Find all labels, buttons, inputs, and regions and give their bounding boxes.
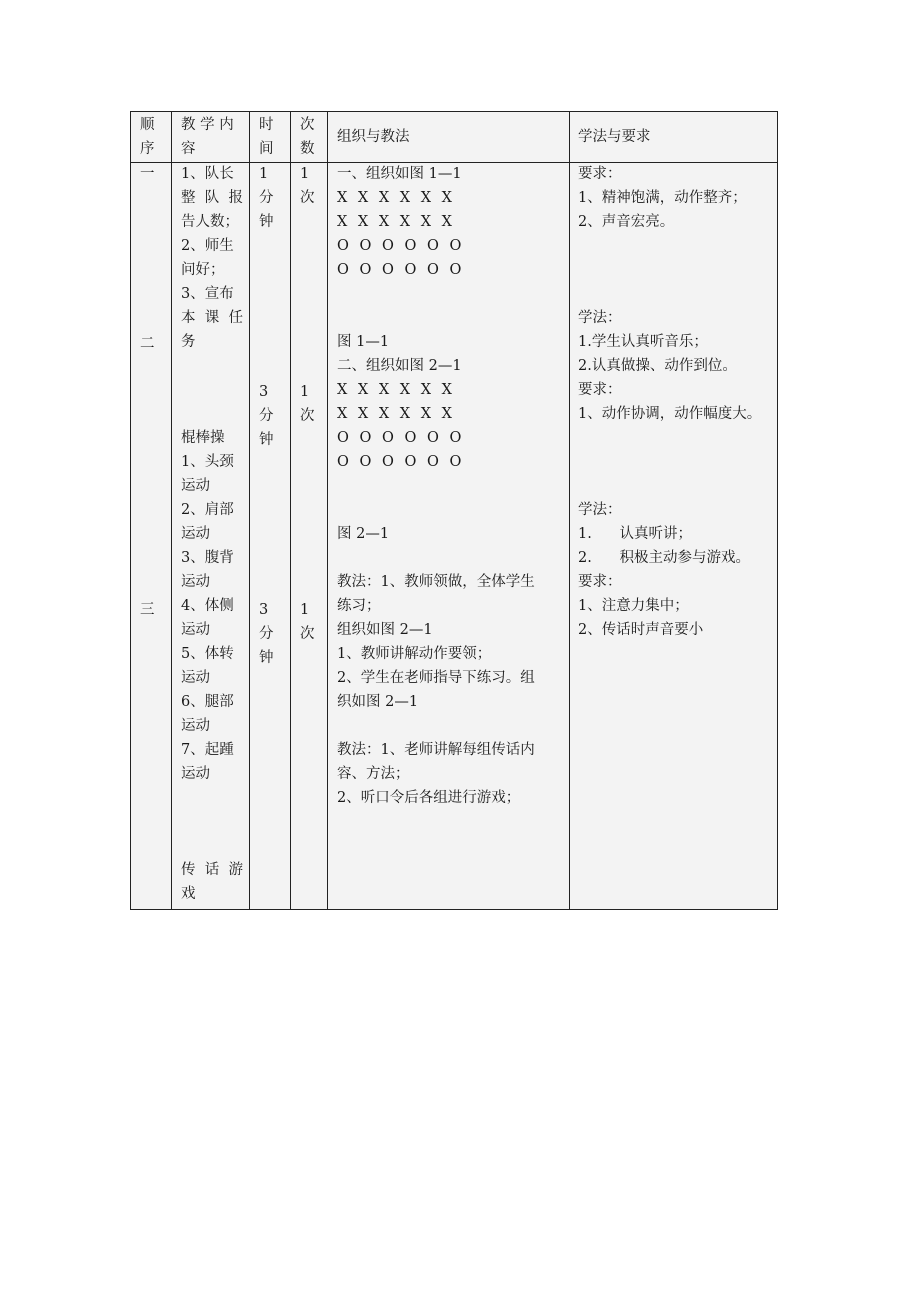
content-char: 报 xyxy=(228,190,243,206)
method-line: 2、声音宏亮。 xyxy=(578,214,675,230)
method-cell xyxy=(578,162,761,642)
header-method: 学法与要求 xyxy=(578,129,651,145)
method-line xyxy=(578,426,761,450)
organization-line: 图 2—1 xyxy=(337,526,390,542)
time-2-unit-a: 分 xyxy=(259,408,274,424)
header-order-line1: 顺 xyxy=(140,117,155,133)
content-char: 游 xyxy=(228,862,243,878)
content-line: 3、腹背 xyxy=(181,550,234,566)
method-line xyxy=(578,282,761,306)
content-line xyxy=(181,834,243,858)
content-char: 本 xyxy=(181,310,196,326)
organization-line: 练习； xyxy=(337,598,381,614)
content-char: 传 xyxy=(181,862,196,878)
organization-line xyxy=(337,546,535,570)
organization-line xyxy=(337,714,535,738)
content-char: 课 xyxy=(204,310,220,326)
content-line xyxy=(181,378,243,402)
header-count-line1: 次 xyxy=(300,117,315,133)
count-3-unit: 次 xyxy=(300,626,315,642)
method-line: 2、传话时声音要小 xyxy=(578,622,704,638)
method-line: 要求： xyxy=(578,382,622,398)
method-line: 要求： xyxy=(578,166,622,182)
method-line xyxy=(578,474,761,498)
order-two: 二 xyxy=(140,336,155,352)
content-line: 3、宣布 xyxy=(181,286,234,302)
content-line xyxy=(181,186,243,210)
count-1-value: 1 xyxy=(300,166,310,182)
organization-line: X X X X X X xyxy=(337,214,455,230)
organization-cell xyxy=(337,162,535,810)
header-organization: 组织与教法 xyxy=(337,129,410,145)
time-block-3 xyxy=(259,598,274,670)
organization-line xyxy=(337,498,535,522)
content-line: 2、师生 xyxy=(181,238,234,254)
time-block-2 xyxy=(259,380,274,452)
organization-line: 二、组织如图 2—1 xyxy=(337,358,462,374)
content-line: 运动 xyxy=(181,622,210,638)
method-line: 1. 认真听讲； xyxy=(578,526,692,542)
time-3-unit-b: 钟 xyxy=(259,650,274,666)
header-content-line2: 容 xyxy=(181,141,196,157)
organization-line: 2、听口令后各组进行游戏； xyxy=(337,790,521,806)
content-line xyxy=(181,786,243,810)
time-1-value: 1 xyxy=(259,166,269,182)
header-content-line1 xyxy=(181,113,243,137)
organization-line: 教法：1、教师领做，全体学生 xyxy=(337,574,535,590)
header-content xyxy=(181,113,243,161)
content-line: 棍棒操 xyxy=(181,430,225,446)
header-order-line2: 序 xyxy=(140,141,155,157)
method-line: 1.学生认真听音乐； xyxy=(578,334,708,350)
lesson-plan-table xyxy=(130,111,778,910)
content-line: 2、肩部 xyxy=(181,502,234,518)
organization-line xyxy=(337,282,535,306)
method-line: 2. 积极主动参与游戏。 xyxy=(578,550,750,566)
count-1-unit: 次 xyxy=(300,190,315,206)
content-line: 运动 xyxy=(181,526,210,542)
content-line xyxy=(181,354,243,378)
organization-line: O O O O O O xyxy=(337,262,465,278)
content-line: 运动 xyxy=(181,766,210,782)
count-2-value: 1 xyxy=(300,384,310,400)
organization-line: 组织如图 2—1 xyxy=(337,622,433,638)
organization-line: X X X X X X xyxy=(337,190,455,206)
organization-line: 织如图 2—1 xyxy=(337,694,419,710)
time-2-value: 3 xyxy=(259,384,269,400)
time-1-unit-a: 分 xyxy=(259,190,274,206)
content-line xyxy=(181,306,243,330)
content-line: 务 xyxy=(181,334,196,350)
organization-line: 教法：1、老师讲解每组传话内 xyxy=(337,742,535,758)
content-line xyxy=(181,810,243,834)
time-3-unit-a: 分 xyxy=(259,626,274,642)
order-three: 三 xyxy=(140,602,155,618)
content-line: 4、体侧 xyxy=(181,598,234,614)
organization-line: 容、方法； xyxy=(337,766,410,782)
method-line: 学法： xyxy=(578,502,622,518)
content-char: 话 xyxy=(204,862,220,878)
content-line: 运动 xyxy=(181,670,210,686)
content-char: 队 xyxy=(204,190,220,206)
organization-line xyxy=(337,306,535,330)
method-line: 1、动作协调，动作幅度大。 xyxy=(578,406,762,422)
content-line: 戏 xyxy=(181,886,196,902)
content-line: 1、头颈 xyxy=(181,454,234,470)
method-line: 1、精神饱满，动作整齐； xyxy=(578,190,747,206)
content-line: 1、队长 xyxy=(181,166,234,182)
header-time-line2: 间 xyxy=(259,141,274,157)
count-2-unit: 次 xyxy=(300,408,315,424)
header-time xyxy=(259,113,274,161)
content-char: 任 xyxy=(228,310,243,326)
organization-line: O O O O O O xyxy=(337,238,465,254)
count-block-2 xyxy=(300,380,315,428)
content-line xyxy=(181,402,243,426)
organization-line: O O O O O O xyxy=(337,430,465,446)
content-line: 问好； xyxy=(181,262,225,278)
content-line: 运动 xyxy=(181,718,210,734)
content-line xyxy=(181,858,243,882)
order-one: 一 xyxy=(140,166,155,182)
header-count xyxy=(300,113,315,161)
content-line: 5、体转 xyxy=(181,646,234,662)
content-line: 运动 xyxy=(181,574,210,590)
method-line xyxy=(578,234,761,258)
header-count-line2: 数 xyxy=(300,141,315,157)
time-1-unit-b: 钟 xyxy=(259,214,274,230)
header-time-line1: 时 xyxy=(259,117,274,133)
method-line: 1、注意力集中； xyxy=(578,598,689,614)
content-line: 运动 xyxy=(181,478,210,494)
content-line: 告人数； xyxy=(181,214,239,230)
content-line: 7、起踵 xyxy=(181,742,234,758)
organization-line: 图 1—1 xyxy=(337,334,390,350)
header-content-line1-text: 教 学 内 xyxy=(181,117,234,133)
organization-line xyxy=(337,474,535,498)
count-block-1 xyxy=(300,162,315,210)
content-line: 6、腿部 xyxy=(181,694,234,710)
method-line xyxy=(578,258,761,282)
content-char: 整 xyxy=(181,190,196,206)
organization-line: 一、组织如图 1—1 xyxy=(337,166,462,182)
organization-line: 1、教师讲解动作要领； xyxy=(337,646,492,662)
time-block-1 xyxy=(259,162,274,234)
time-3-value: 3 xyxy=(259,602,269,618)
method-line: 要求： xyxy=(578,574,622,590)
column-count xyxy=(291,112,328,909)
content-cell xyxy=(181,162,243,906)
column-order xyxy=(131,112,172,909)
organization-line: O O O O O O xyxy=(337,454,465,470)
time-2-unit-b: 钟 xyxy=(259,432,274,448)
method-line xyxy=(578,450,761,474)
organization-line: X X X X X X xyxy=(337,382,455,398)
method-line: 2.认真做操、动作到位。 xyxy=(578,358,737,374)
header-order xyxy=(140,113,155,161)
count-block-3 xyxy=(300,598,315,646)
count-3-value: 1 xyxy=(300,602,310,618)
organization-line: X X X X X X xyxy=(337,406,455,422)
method-line: 学法： xyxy=(578,310,622,326)
organization-line: 2、学生在老师指导下练习。组 xyxy=(337,670,535,686)
